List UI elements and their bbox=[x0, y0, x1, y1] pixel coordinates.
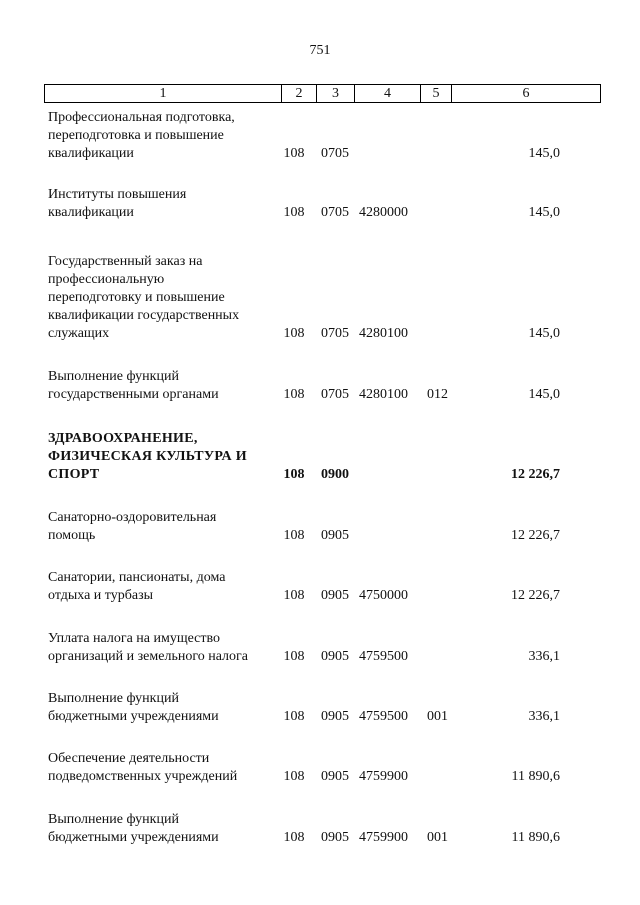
row-name-line: переподготовку и повышение bbox=[48, 290, 225, 305]
row-name-line: организаций и земельного налога bbox=[48, 649, 248, 664]
row-amount: 145,0 bbox=[528, 146, 560, 161]
header-col-5: 5 bbox=[420, 85, 451, 102]
row-name-line: ФИЗИЧЕСКАЯ КУЛЬТУРА И bbox=[48, 449, 247, 464]
row-name-line: Профессиональная подготовка, bbox=[48, 110, 235, 125]
row-name bbox=[48, 690, 270, 726]
row-code: 108 bbox=[283, 205, 305, 220]
row-code: 108 bbox=[283, 326, 305, 341]
table-row bbox=[44, 109, 601, 163]
row-name bbox=[48, 368, 270, 404]
header-col-4: 4 bbox=[354, 85, 420, 102]
row-name-line: подведомственных учреждений bbox=[48, 769, 238, 784]
row-name bbox=[48, 509, 270, 545]
row-name-line: служащих bbox=[48, 326, 110, 341]
row-section: 0905 bbox=[321, 649, 349, 664]
row-name bbox=[48, 109, 270, 163]
row-name-line: бюджетными учреждениями bbox=[48, 709, 219, 724]
row-expense-type: 012 bbox=[427, 387, 448, 402]
table-row bbox=[44, 811, 601, 847]
page-number: 751 bbox=[309, 43, 331, 58]
row-name bbox=[48, 186, 270, 222]
row-name-line: Выполнение функций bbox=[48, 812, 179, 827]
row-name-line: Обеспечение деятельности bbox=[48, 751, 210, 766]
header-col-1: 1 bbox=[159, 86, 167, 101]
row-amount: 336,1 bbox=[528, 709, 560, 724]
table-row bbox=[44, 186, 601, 222]
row-name bbox=[48, 569, 270, 605]
header-col-6: 6 bbox=[451, 85, 600, 102]
row-article: 4759500 bbox=[359, 709, 408, 724]
row-amount: 145,0 bbox=[528, 387, 560, 402]
table-header bbox=[44, 84, 601, 103]
row-code: 108 bbox=[283, 769, 305, 784]
row-section: 0900 bbox=[321, 467, 349, 482]
row-name bbox=[48, 750, 270, 786]
row-name-line: Государственный заказ на bbox=[48, 254, 203, 269]
row-name bbox=[48, 253, 270, 343]
row-code: 108 bbox=[283, 467, 305, 482]
row-article: 4759900 bbox=[359, 830, 408, 845]
row-article: 4750000 bbox=[359, 588, 408, 603]
row-expense-type: 001 bbox=[427, 709, 448, 724]
row-name-line: профессиональную bbox=[48, 272, 165, 287]
row-section: 0705 bbox=[321, 387, 349, 402]
table-row bbox=[44, 509, 601, 545]
row-code: 108 bbox=[283, 387, 305, 402]
table-row bbox=[44, 750, 601, 786]
row-code: 108 bbox=[283, 146, 305, 161]
row-amount: 12 226,7 bbox=[511, 467, 560, 482]
row-code: 108 bbox=[283, 528, 305, 543]
row-name-line: квалификации bbox=[48, 205, 134, 220]
row-name-line: Институты повышения bbox=[48, 187, 187, 202]
row-name-line: бюджетными учреждениями bbox=[48, 830, 219, 845]
row-section: 0905 bbox=[321, 830, 349, 845]
row-name-line: Санатории, пансионаты, дома bbox=[48, 570, 226, 585]
row-code: 108 bbox=[283, 649, 305, 664]
row-amount: 145,0 bbox=[528, 205, 560, 220]
header-col-2: 2 bbox=[281, 85, 316, 102]
row-name-line: ЗДРАВООХРАНЕНИЕ, bbox=[48, 431, 198, 446]
row-code: 108 bbox=[283, 588, 305, 603]
table-row bbox=[44, 253, 601, 343]
table-row bbox=[44, 430, 601, 484]
table-row bbox=[44, 368, 601, 404]
row-name bbox=[48, 811, 270, 847]
row-amount: 12 226,7 bbox=[511, 528, 560, 543]
row-amount: 145,0 bbox=[528, 326, 560, 341]
table-row bbox=[44, 569, 601, 605]
row-section: 0905 bbox=[321, 709, 349, 724]
row-amount: 336,1 bbox=[528, 649, 560, 664]
row-section: 0705 bbox=[321, 326, 349, 341]
row-code: 108 bbox=[283, 830, 305, 845]
row-amount: 11 890,6 bbox=[511, 769, 560, 784]
row-name-line: квалификации государственных bbox=[48, 308, 240, 323]
table-row bbox=[44, 630, 601, 666]
row-amount: 11 890,6 bbox=[511, 830, 560, 845]
row-section: 0705 bbox=[321, 205, 349, 220]
row-name-line: СПОРТ bbox=[48, 467, 100, 482]
row-name-line: Выполнение функций bbox=[48, 691, 179, 706]
row-article: 4280100 bbox=[359, 326, 408, 341]
row-section: 0705 bbox=[321, 146, 349, 161]
row-name-line: отдыха и турбазы bbox=[48, 588, 154, 603]
row-name-line: Санаторно-оздоровительная bbox=[48, 510, 217, 525]
row-article: 4759900 bbox=[359, 769, 408, 784]
row-name-line: переподготовка и повышение bbox=[48, 128, 224, 143]
header-col-3: 3 bbox=[316, 85, 354, 102]
row-article: 4280000 bbox=[359, 205, 408, 220]
row-section: 0905 bbox=[321, 769, 349, 784]
row-name-line: помощь bbox=[48, 528, 96, 543]
row-amount: 12 226,7 bbox=[511, 588, 560, 603]
row-expense-type: 001 bbox=[427, 830, 448, 845]
row-code: 108 bbox=[283, 709, 305, 724]
row-name bbox=[48, 630, 270, 666]
row-name-line: Уплата налога на имущество bbox=[48, 631, 221, 646]
row-name-line: государственными органами bbox=[48, 387, 219, 402]
row-section: 0905 bbox=[321, 588, 349, 603]
table-row bbox=[44, 690, 601, 726]
row-name bbox=[48, 430, 270, 484]
row-section: 0905 bbox=[321, 528, 349, 543]
row-name-line: Выполнение функций bbox=[48, 369, 179, 384]
row-article: 4759500 bbox=[359, 649, 408, 664]
row-name-line: квалификации bbox=[48, 146, 134, 161]
row-article: 4280100 bbox=[359, 387, 408, 402]
